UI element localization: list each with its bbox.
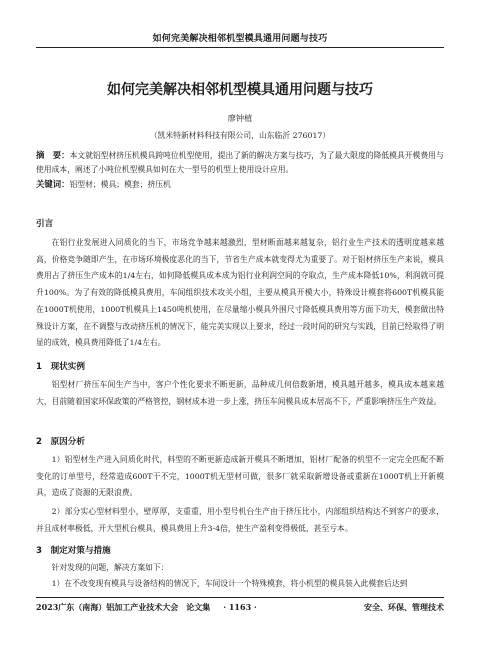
running-head: 如何完美解决相邻机型模具通用问题与技巧 bbox=[152, 34, 328, 44]
abstract-text: 本文就铝型材挤压机模具跨吨位机型使用，提出了新的解决方案与技巧，为了最大限度的降低模具开模费用与使用成本，阐述了小吨位机型模具如何在大一型号的机型上使用设计应用。 bbox=[36, 151, 444, 174]
section-heading-introduction: 引言 bbox=[36, 219, 54, 229]
keywords bbox=[36, 177, 444, 192]
section-3-paragraph-2: 1）在不改变现有模具与设备结构的情况下，车间设计一个特殊模套，将小机型的模具装入此模套后达到 bbox=[51, 579, 408, 588]
footer-section-name: 安全、环保、管理技术 bbox=[364, 602, 444, 612]
section-3-paragraph-1: 针对发现的问题，解决方案如下： bbox=[51, 563, 169, 572]
section-2-paragraph-2: 2）部分实心型材料型小，壁厚厚，支重重，用小型号机台生产由于挤压比小，内部组织结构达不到客户的要求，并且成材率极低，开大型机台模具，模具费用上升3-4倍，使生产盈利变得极低，甚至亏本。 bbox=[36, 507, 444, 533]
section-2-paragraph-1: 1）铝型材生产进入同质化时代，料型的不断更新造成新开模具不断增加，铝材厂配备的机型不一定完全匹配不断变化的订单型号，经常造成600T干不完，1000T机无型材可做，很多厂就采取新增设备或重新在1000T机上开新模具，造成了资源的无限浪费。 bbox=[36, 455, 444, 498]
abstract bbox=[36, 148, 444, 177]
keywords-label: 关键词： bbox=[36, 179, 70, 189]
footer-conference: 2023广东（南海）铝加工产业技术大会 论文集 bbox=[36, 602, 211, 612]
footer-page-number: · 1163 · bbox=[223, 602, 257, 612]
header-rule bbox=[36, 47, 444, 48]
section-heading-1: 1 现状实例 bbox=[36, 362, 85, 372]
paper-title: 如何完美解决相邻机型模具通用问题与技巧 bbox=[107, 82, 373, 98]
keywords-text: 铝型材；模具；模套；挤压机 bbox=[69, 180, 171, 189]
introduction-paragraph: 在铝行业发展进入同质化的当下，市场竞争越来越激烈，型材断面越来越复杂，铝行业生产技术的透明度越来越高，价格竞争随即产生，在市场环境极度恶化的当下，节省生产成本就变得尤为重要了。对于铝材挤压生产来说，模具费用占了挤压生产成本的1/4左右，如何降低模具成本成为铝行业利润空间的夺取点，生产成本降低10%，利润就可提升100%。为了有效的降低模具费用，车间组织技术攻关小组，主要从模具开模大小，特殊设计模套将600T机模具能在1000T机使用，1000T机模具上1450吨机使用，在尽量缩小模具外围尺寸降低模具费用等方面下功夫，模套做出特殊设计方案，在不调整与改动挤压机的情况下，能完美实现以上要求，经过一段时间的研究与实践，目前已经取得了明显的成效，模具费用降低了1/4左右。 bbox=[36, 238, 444, 348]
abstract-label: 摘 要： bbox=[36, 150, 70, 160]
section-heading-2: 2 原因分析 bbox=[36, 437, 85, 447]
author-name: 廖钟植 bbox=[227, 113, 253, 123]
footer-rule bbox=[36, 597, 444, 598]
author-affiliation: （凯米特新材料科技有限公司，山东临沂 276017） bbox=[149, 131, 331, 140]
section-1-paragraph: 铝型材厂挤压车间生产当中，客户个性化要求不断更新，品种成几何倍数新增，模具越开越多，模具成本越来越大，目前随着国家环保政策的严格管控，钢材成本进一步上涨，挤压车间模具成本居高不下，严重影响挤压生产效益。 bbox=[36, 380, 444, 406]
section-heading-3: 3 制定对策与措施 bbox=[36, 546, 111, 556]
